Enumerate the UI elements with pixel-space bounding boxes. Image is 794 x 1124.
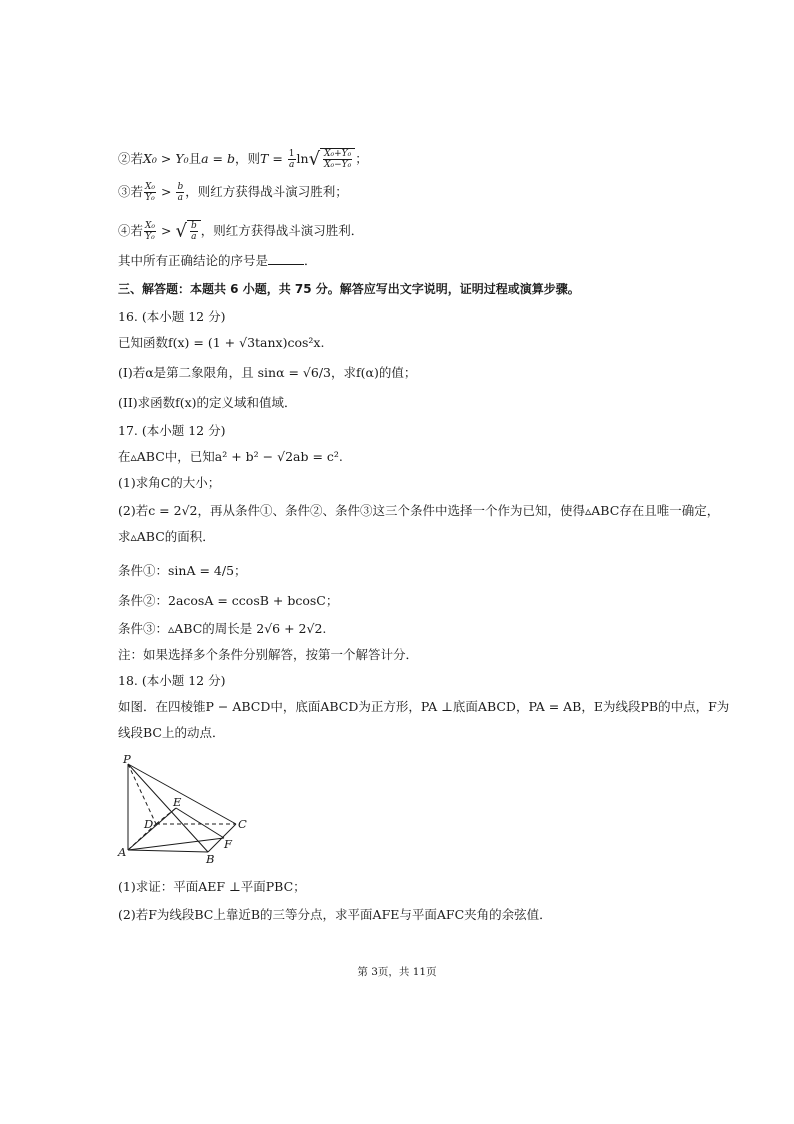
- page-footer: 第 3页，共 11页: [357, 966, 437, 978]
- q17-given: 在▵ABC中，已知a² + b² − √2ab = c².: [118, 449, 343, 464]
- conclusion-line: 其中所有正确结论的序号是 ．: [118, 253, 317, 268]
- label-C: C: [238, 817, 247, 831]
- q16-part-1: (I)若α是第二象限角，且 sinα = √6/3，求f(α)的值；: [118, 365, 417, 380]
- label-F: F: [224, 837, 232, 851]
- q17-part-1: (1)求角C的大小；: [118, 475, 221, 490]
- item-3: ③若 $\frac{\text{X₀}}{\text{Y₀}}$ > $\frac{b}{a}$ ，则红方获得战斗演习胜利；: [118, 182, 348, 203]
- q18-part-2: (2)若F为线段BC上靠近B的三等分点，求平面AFE与平面AFC夹角的余弦值．: [118, 907, 552, 922]
- item-2-ln: ln: [296, 151, 309, 166]
- item-4-frac-2: $\frac{b}{a}$: [190, 221, 197, 242]
- q17-note: 注：如果选择多个条件分别解答，按第一个解答计分．: [118, 647, 419, 662]
- q18-given: 如图．在四棱锥P − ABCD中，底面ABCD为正方形，PA ⊥底面ABCD，PA = AB，E为线段PB的中点，F为: [118, 699, 730, 714]
- item-2: ②若X₀ > Y₀且a = b，则T = $\frac{1}{a}$ ln√ $\frac{\text{X₀+Y₀}}{\text{X₀−Y₀}}$ ；: [118, 148, 368, 170]
- item-2-prefix: ②若: [118, 151, 144, 166]
- label-A: A: [118, 845, 127, 859]
- item-3-frac: $\frac{\text{X₀}}{\text{Y₀}}$: [145, 182, 156, 203]
- item-2-frac: $\frac{1}{a}$: [288, 149, 295, 170]
- item-2-eq: a = b: [201, 151, 235, 166]
- item-2-and: 且: [188, 151, 202, 166]
- item-4-frac: $\frac{\text{X₀}}{\text{Y₀}}$: [145, 221, 156, 242]
- q17-condition-1: 条件①：sinA = 4/5；: [118, 563, 247, 578]
- section-heading: 三、解答题：本题共 6 小题，共 75 分。解答应写出文字说明，证明过程或演算步骤。: [118, 282, 580, 296]
- q16-part-2: (II)求函数f(x)的定义域和值域．: [118, 395, 297, 410]
- answer-blank: [268, 252, 304, 265]
- pyramid-figure: [114, 752, 264, 868]
- q18-given-cont: 线段BC上的动点．: [118, 725, 225, 740]
- q17-heading: 17. (本小题 12 分): [118, 423, 226, 438]
- label-D: D: [144, 817, 154, 831]
- q16-heading: 16. (本小题 12 分): [118, 309, 226, 324]
- label-E: E: [173, 795, 182, 809]
- q18-part-1: (1)求证：平面AEF ⊥平面PBC；: [118, 879, 306, 894]
- item-2-cond: X₀ > Y₀: [143, 151, 189, 166]
- item-2-T: T =: [260, 151, 283, 166]
- q16-given: 已知函数f(x) = (1 + √3tanx)cos²x.: [118, 335, 325, 350]
- item-4: ④若 $\frac{\text{X₀}}{\text{Y₀}}$ > √ $\frac{b}{a}$ ，则红方获得战斗演习胜利．: [118, 220, 364, 242]
- q17-condition-3: 条件③：▵ABC的周长是 2√6 + 2√2.: [118, 621, 327, 636]
- q17-part-2: (2)若c = 2√2，再从条件①、条件②、条件③这三个条件中选择一个作为已知，使得▵ABC存在且唯一确定，: [118, 503, 720, 518]
- item-3-frac-2: $\frac{b}{a}$: [177, 182, 184, 203]
- item-2-then: ，则: [235, 151, 261, 166]
- item-2-root-frac: $\frac{\text{X₀+Y₀}}{\text{X₀−Y₀}}$: [324, 149, 352, 170]
- q17-condition-2: 条件②：2acosA = ccosB + bcosC；: [118, 593, 339, 608]
- label-B: B: [206, 852, 215, 866]
- q17-part-2-cont: 求▵ABC的面积．: [118, 529, 215, 544]
- q18-heading: 18. (本小题 12 分): [118, 673, 226, 688]
- label-P: P: [123, 752, 131, 766]
